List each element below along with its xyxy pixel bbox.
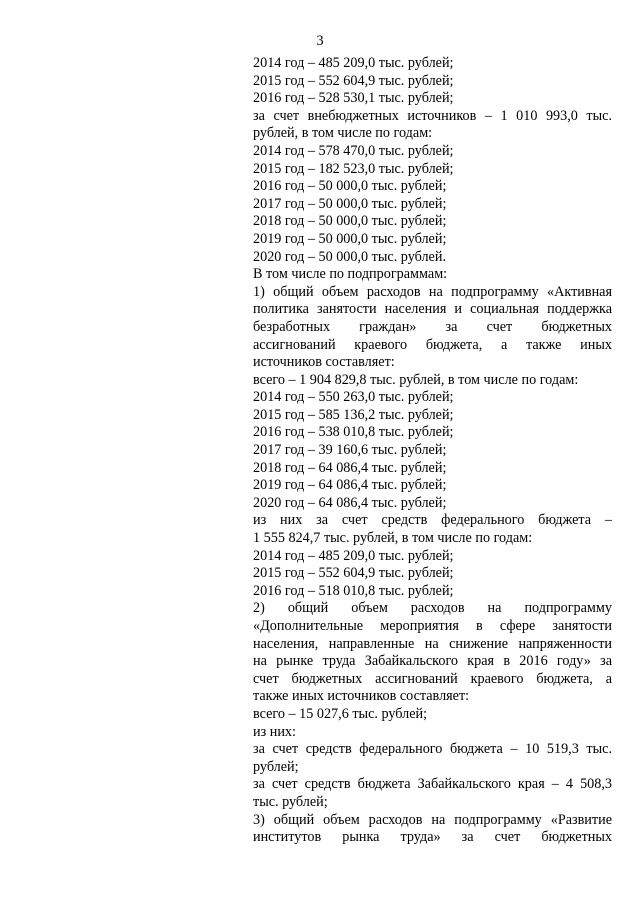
document-body: [253, 55, 612, 847]
text-line: 2016 год – 518 010,8 тыс. рублей;: [253, 582, 454, 599]
text-line: институтов рынка труда» за счет бюджетных: [253, 829, 612, 846]
text-line: 2014 год – 485 209,0 тыс. рублей;: [253, 547, 454, 564]
text-line: 2014 год – 578 470,0 тыс. рублей;: [253, 142, 454, 159]
text-line: 2015 год – 552 604,9 тыс. рублей;: [253, 72, 454, 89]
text-line: на рынке труда Забайкальского края в 2016 году» за: [253, 653, 612, 670]
text-line: 2020 год – 64 086,4 тыс. рублей;: [253, 494, 447, 511]
text-line: рублей;: [253, 758, 299, 775]
text-line: источников составляет:: [253, 354, 395, 371]
text-line: 2015 год – 182 523,0 тыс. рублей;: [253, 160, 454, 177]
text-line: 2016 год – 50 000,0 тыс. рублей;: [253, 178, 447, 195]
text-line: из них:: [253, 723, 296, 740]
text-line: 1 555 824,7 тыс. рублей, в том числе по годам:: [253, 530, 533, 547]
text-line: 3) общий объем расходов на подпрограмму «Развитие: [253, 811, 612, 828]
text-line: также иных источников составляет:: [253, 688, 470, 705]
text-line: политика занятости населения и социальная поддержка: [253, 301, 612, 318]
page-number: 3: [316, 33, 324, 49]
text-line: 2015 год – 585 136,2 тыс. рублей;: [253, 406, 454, 423]
text-line: безработных граждан» за счет бюджетных: [253, 318, 612, 335]
text-line: 2016 год – 528 530,1 тыс. рублей;: [253, 90, 454, 107]
text-line: 2017 год – 50 000,0 тыс. рублей;: [253, 195, 447, 212]
text-line: 2018 год – 50 000,0 тыс. рублей;: [253, 213, 447, 230]
text-line: 2017 год – 39 160,6 тыс. рублей;: [253, 442, 447, 459]
text-line: рублей, в том числе по годам:: [253, 125, 433, 142]
text-line: «Дополнительные мероприятия в сфере занятости: [253, 618, 612, 634]
text-line: 2016 год – 538 010,8 тыс. рублей;: [253, 424, 454, 441]
text-line: 2018 год – 64 086,4 тыс. рублей;: [253, 459, 447, 476]
text-line: ассигнований краевого бюджета, а также иных: [253, 336, 612, 353]
text-line: 2019 год – 50 000,0 тыс. рублей;: [253, 230, 447, 247]
text-line: всего – 1 904 829,8 тыс. рублей, в том числе по годам:: [253, 371, 579, 388]
text-line: всего – 15 027,6 тыс. рублей;: [253, 705, 428, 722]
text-line: 2014 год – 550 263,0 тыс. рублей;: [253, 389, 454, 406]
text-line: 1) общий объем расходов на подпрограмму «Активная: [253, 283, 612, 300]
text-line: за счет средств бюджета Забайкальского края – 4 508,3: [253, 776, 612, 793]
text-line: 2) общий объем расходов на подпрограмму: [253, 600, 612, 617]
text-line: 2015 год – 552 604,9 тыс. рублей;: [253, 565, 454, 582]
text-line: за счет средств федерального бюджета – 10 519,3 тыс.: [253, 741, 612, 758]
text-line: счет бюджетных ассигнований краевого бюджета, а: [253, 670, 612, 687]
text-line: за счет внебюджетных источников – 1 010 993,0 тыс.: [253, 107, 612, 124]
text-line: населения, направленные на снижение напряженности: [253, 635, 612, 652]
text-line: тыс. рублей;: [253, 793, 328, 810]
text-line: 2019 год – 64 086,4 тыс. рублей;: [253, 477, 447, 494]
text-line: 2020 год – 50 000,0 тыс. рублей.: [253, 248, 446, 265]
text-line: 2014 год – 485 209,0 тыс. рублей;: [253, 55, 454, 71]
text-line: из них за счет средств федерального бюджета –: [253, 512, 612, 529]
text-line: В том числе по подпрограммам:: [253, 266, 448, 283]
